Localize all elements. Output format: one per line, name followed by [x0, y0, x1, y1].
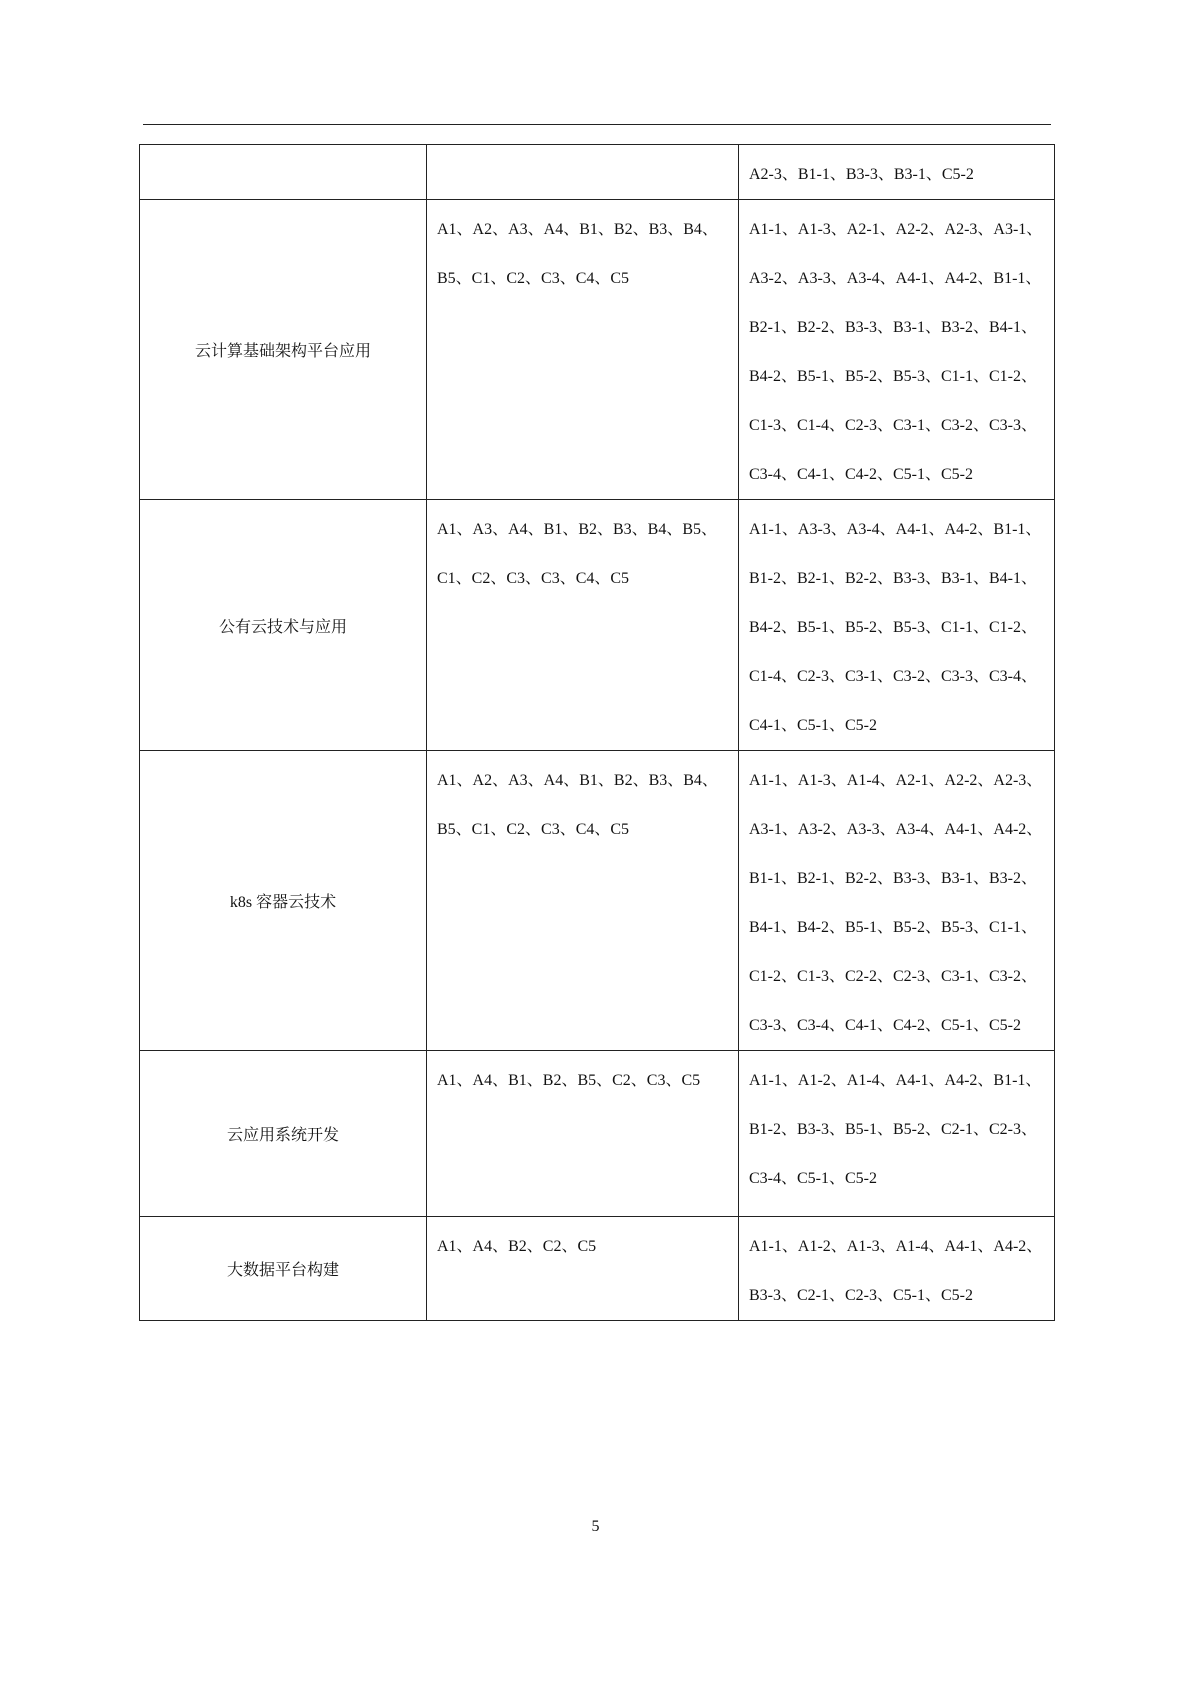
abilities-cell	[427, 200, 739, 500]
page-number: 5	[591, 1518, 600, 1535]
cell-line: A1-1、A3-3、A3-4、A4-1、A4-2、B1-1、	[749, 521, 1042, 538]
cell-line: A1-1、A1-3、A2-1、A2-2、A2-3、A3-1、	[749, 221, 1043, 238]
cell-line: B1-1、B2-1、B2-2、B3-3、B3-1、B3-2、	[749, 870, 1038, 887]
table-row	[140, 1217, 1055, 1321]
table-row	[140, 200, 1055, 500]
table-row	[140, 751, 1055, 1051]
cell-line: A1、A4、B1、B2、B5、C2、C3、C5	[437, 1072, 701, 1089]
abilities-cell	[427, 145, 739, 200]
points-cell	[739, 145, 1055, 200]
cell-line: C1-3、C1-4、C2-3、C3-1、C3-2、C3-3、	[749, 417, 1038, 434]
cell-line: B1-2、B2-1、B2-2、B3-3、B3-1、B4-1、	[749, 570, 1038, 587]
abilities-cell	[427, 1217, 739, 1321]
course-name-cell: k8s 容器云技术	[140, 751, 427, 1051]
points-cell	[739, 500, 1055, 751]
course-name-cell: 云应用系统开发	[140, 1051, 427, 1217]
cell-line: A3-1、A3-2、A3-3、A3-4、A4-1、A4-2、	[749, 821, 1043, 838]
points-cell	[739, 1217, 1055, 1321]
header-rule	[143, 124, 1051, 125]
points-cell	[739, 200, 1055, 500]
cell-line: B3-3、C2-1、C2-3、C5-1、C5-2	[749, 1287, 974, 1304]
cell-line: B1-2、B3-3、B5-1、B5-2、C2-1、C2-3、	[749, 1121, 1038, 1138]
cell-line: B4-1、B4-2、B5-1、B5-2、B5-3、C1-1、	[749, 919, 1038, 936]
course-name-cell: 公有云技术与应用	[140, 500, 427, 751]
course-name-cell: 大数据平台构建	[140, 1217, 427, 1321]
cell-line: C1-2、C1-3、C2-2、C2-3、C3-1、C3-2、	[749, 968, 1038, 985]
cell-line: A1、A2、A3、A4、B1、B2、B3、B4、	[437, 221, 718, 238]
cell-line: C1、C2、C3、C3、C4、C5	[437, 570, 630, 587]
cell-line: A1-1、A1-2、A1-3、A1-4、A4-1、A4-2、	[749, 1238, 1043, 1255]
table-row	[140, 145, 1055, 200]
table-row	[140, 1051, 1055, 1217]
cell-line: B5、C1、C2、C3、C4、C5	[437, 821, 630, 838]
cell-line: A1-1、A1-3、A1-4、A2-1、A2-2、A2-3、	[749, 772, 1043, 789]
cell-line: B4-2、B5-1、B5-2、B5-3、C1-1、C1-2、	[749, 619, 1038, 636]
cell-line: B5、C1、C2、C3、C4、C5	[437, 270, 630, 287]
points-cell	[739, 1051, 1055, 1217]
cell-line: B2-1、B2-2、B3-3、B3-1、B3-2、B4-1、	[749, 319, 1038, 336]
abilities-cell	[427, 500, 739, 751]
cell-line: C4-1、C5-1、C5-2	[749, 717, 878, 734]
cell-line: A1、A2、A3、A4、B1、B2、B3、B4、	[437, 772, 718, 789]
cell-line: A1、A3、A4、B1、B2、B3、B4、B5、	[437, 521, 718, 538]
cell-line: C3-4、C4-1、C4-2、C5-1、C5-2	[749, 466, 974, 483]
points-cell	[739, 751, 1055, 1051]
table-row	[140, 500, 1055, 751]
cell-line: C1-4、C2-3、C3-1、C3-2、C3-3、C3-4、	[749, 668, 1038, 685]
cell-line: B4-2、B5-1、B5-2、B5-3、C1-1、C1-2、	[749, 368, 1038, 385]
course-mapping-table	[139, 144, 1055, 1321]
cell-line: A3-2、A3-3、A3-4、A4-1、A4-2、B1-1、	[749, 270, 1042, 287]
cell-line: A1-1、A1-2、A1-4、A4-1、A4-2、B1-1、	[749, 1072, 1042, 1089]
abilities-cell	[427, 751, 739, 1051]
course-name-cell: 云计算基础架构平台应用	[140, 200, 427, 500]
cell-line: C3-4、C5-1、C5-2	[749, 1170, 878, 1187]
cell-line: A1、A4、B2、C2、C5	[437, 1238, 597, 1255]
abilities-cell	[427, 1051, 739, 1217]
cell-line: A2-3、B1-1、B3-3、B3-1、C5-2	[749, 166, 974, 183]
course-name-cell	[140, 145, 427, 200]
cell-line: C3-3、C3-4、C4-1、C4-2、C5-1、C5-2	[749, 1017, 1022, 1034]
